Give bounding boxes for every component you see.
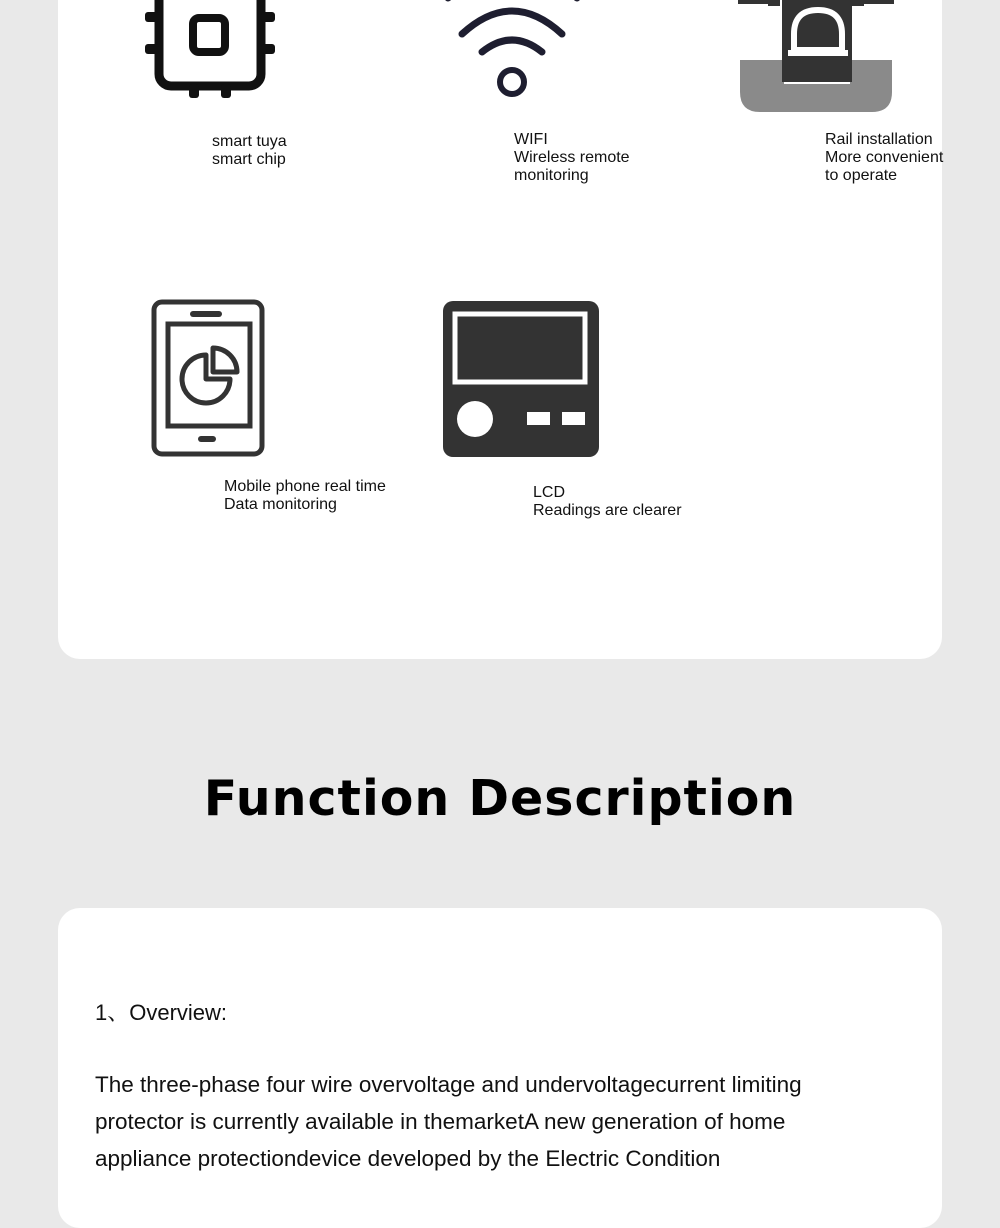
feature-smart-chip-label <box>212 133 287 169</box>
feature-text-line: Mobile phone real time <box>224 478 386 495</box>
feature-text-line: smart tuya <box>212 133 287 150</box>
din-rail-icon <box>738 0 896 115</box>
feature-text-line: More convenient <box>825 149 944 166</box>
feature-mobile-label <box>224 478 386 514</box>
section-title: Function Description <box>203 770 797 827</box>
lcd-panel-icon <box>442 300 600 458</box>
chip-icon <box>145 0 275 100</box>
feature-rail-label <box>825 131 943 185</box>
feature-text-line: Readings are clearer <box>533 502 682 519</box>
feature-text-line: WIFI <box>514 131 548 148</box>
feature-text-line: monitoring <box>514 167 589 184</box>
overview-line: appliance protectiondevice developed by the Electric Condition <box>95 1146 721 1171</box>
overview-line: The three-phase four wire overvoltage and undervoltagecurrent limiting <box>95 1072 802 1097</box>
feature-text-line: smart chip <box>212 151 286 168</box>
feature-text-line: Data monitoring <box>224 496 337 513</box>
feature-text-line: LCD <box>533 484 566 501</box>
feature-text-line: Rail installation <box>825 131 933 148</box>
wifi-icon <box>440 0 585 100</box>
overview-body <box>95 1066 885 1177</box>
overview-heading: 1、Overview: <box>95 1000 228 1025</box>
feature-lcd-label <box>533 484 682 520</box>
feature-text-line: Wireless remote <box>514 149 630 166</box>
feature-wifi-label <box>514 131 630 185</box>
tablet-chart-icon <box>150 298 266 458</box>
feature-text-line: to operate <box>825 167 898 184</box>
overview-line: protector is currently available in themarketA new generation of home <box>95 1109 786 1134</box>
